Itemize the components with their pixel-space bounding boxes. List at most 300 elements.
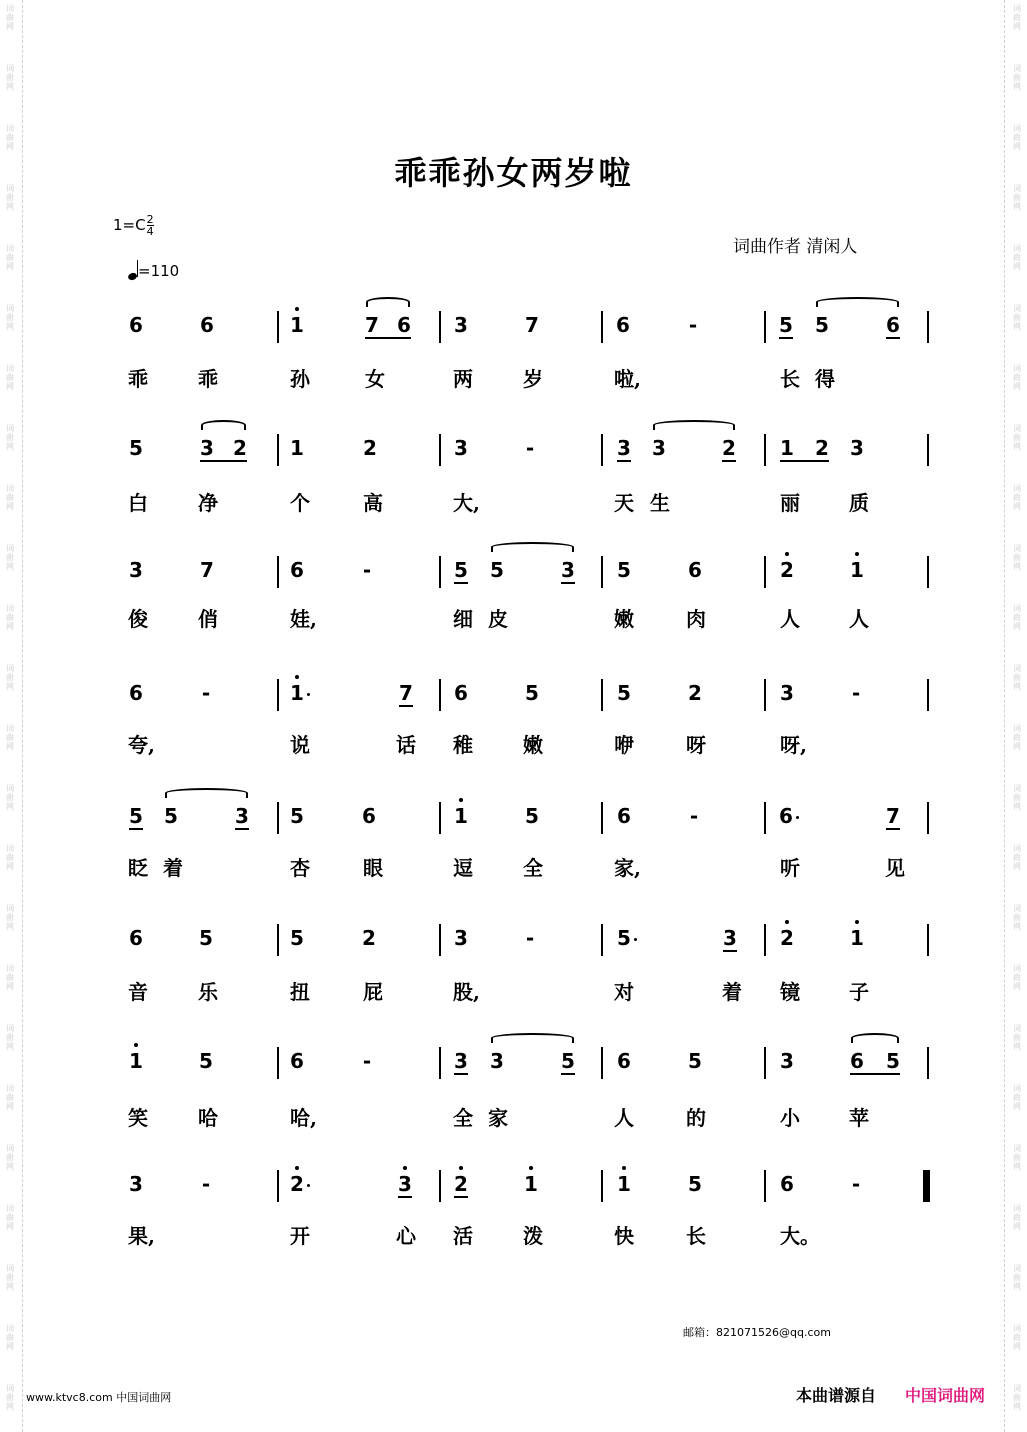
lyric-char: 大。 <box>780 1224 820 1248</box>
barline <box>601 924 603 956</box>
watermark-text: 词 曲 网 <box>1013 1384 1021 1411</box>
watermark-text: 词 曲 网 <box>6 4 14 31</box>
augmentation-dot <box>796 816 799 819</box>
watermark-text: 词 曲 网 <box>6 424 14 451</box>
note: 1 <box>780 436 794 460</box>
lyric-char: 乖 <box>128 367 148 391</box>
barline <box>277 924 279 956</box>
barline <box>927 556 929 588</box>
watermark-text: 词 曲 网 <box>6 964 14 991</box>
email-line: 邮箱：821071526@qq.com <box>683 1326 831 1339</box>
lyric-char: 活 <box>453 1224 473 1248</box>
underline-beam <box>398 1196 412 1198</box>
lyric-char: 娃, <box>290 607 317 631</box>
tie-arc <box>816 297 899 307</box>
barline <box>439 556 441 588</box>
underline-beam <box>722 460 736 462</box>
barline <box>277 802 279 834</box>
right-watermark-strip <box>1004 0 1027 1432</box>
watermark-text: 词 曲 网 <box>6 1084 14 1111</box>
watermark-text: 词 曲 网 <box>1013 124 1021 151</box>
note: 5 <box>525 804 539 828</box>
lyric-char: 咿 <box>614 733 634 757</box>
barline <box>601 311 603 343</box>
note: 2 <box>815 436 829 460</box>
watermark-text: 词 曲 网 <box>1013 784 1021 811</box>
note: 6 <box>362 804 376 828</box>
tie-arc <box>366 297 410 307</box>
barline <box>439 679 441 711</box>
watermark-text: 词 曲 网 <box>1013 1084 1021 1111</box>
watermark-text: 词 曲 网 <box>6 64 14 91</box>
barline <box>764 556 766 588</box>
note: 3 <box>561 558 575 582</box>
key-text: 1=C <box>113 216 146 234</box>
barline <box>927 802 929 834</box>
high-octave-dot <box>855 920 859 924</box>
note: 1 <box>454 804 468 828</box>
watermark-text: 词 曲 网 <box>6 304 14 331</box>
lyric-char: 俏 <box>198 607 218 631</box>
watermark-text: 词 曲 网 <box>1013 424 1021 451</box>
lyric-char: 嫩 <box>523 733 543 757</box>
lyric-char: 质 <box>849 491 869 515</box>
lyric-char: 苹 <box>849 1106 869 1130</box>
lyric-char: 稚 <box>453 733 473 757</box>
note: 3 <box>454 926 468 950</box>
barline <box>277 556 279 588</box>
barline <box>277 311 279 343</box>
watermark-text: 词 曲 网 <box>6 784 14 811</box>
underline-beam <box>617 460 631 462</box>
note: 6 <box>850 1049 864 1073</box>
note: 2 <box>780 558 794 582</box>
barline <box>601 802 603 834</box>
note: - <box>851 681 861 705</box>
barline <box>439 1170 441 1202</box>
note: 3 <box>723 926 737 950</box>
note: 5 <box>688 1172 702 1196</box>
lyric-char: 眼 <box>363 856 383 880</box>
lyric-char: 着 <box>722 980 742 1004</box>
note: 5 <box>199 926 213 950</box>
barline <box>601 1170 603 1202</box>
song-title: 乖乖孙女两岁啦 <box>394 154 633 192</box>
watermark-text: 词 曲 网 <box>6 244 14 271</box>
barline <box>439 311 441 343</box>
note: 5 <box>525 681 539 705</box>
lyric-char: 全 <box>453 1106 473 1130</box>
note: 1 <box>850 558 864 582</box>
underline-beam <box>235 828 249 830</box>
note: 1 <box>290 436 304 460</box>
lyric-char: 生 <box>650 491 670 515</box>
note: 7 <box>365 313 379 337</box>
high-octave-dot <box>529 1166 533 1170</box>
time-signature-denominator: 4 <box>146 225 154 238</box>
underline-beam <box>454 582 468 584</box>
note: 3 <box>454 1049 468 1073</box>
watermark-text: 词 曲 网 <box>6 124 14 151</box>
watermark-text: 词 曲 网 <box>6 904 14 931</box>
watermark-text: 词 曲 网 <box>1013 1024 1021 1051</box>
note: 5 <box>617 681 631 705</box>
watermark-text: 词 曲 网 <box>1013 844 1021 871</box>
note: 6 <box>616 313 630 337</box>
barline <box>764 679 766 711</box>
tempo-marking <box>128 260 179 280</box>
tie-arc <box>201 420 246 430</box>
note: 5 <box>815 313 829 337</box>
watermark-text: 词 曲 网 <box>1013 544 1021 571</box>
note: 3 <box>454 436 468 460</box>
watermark-text: 词 曲 网 <box>1013 664 1021 691</box>
note: 6 <box>780 1172 794 1196</box>
high-octave-dot <box>785 552 789 556</box>
note: 1 <box>850 926 864 950</box>
barline <box>601 556 603 588</box>
watermark-text: 词 曲 网 <box>1013 724 1021 751</box>
key-signature <box>113 214 154 237</box>
barline <box>277 434 279 466</box>
lyric-char: 肉 <box>686 607 706 631</box>
note: - <box>525 436 535 460</box>
note: 2 <box>780 926 794 950</box>
watermark-text: 词 曲 网 <box>1013 4 1021 31</box>
lyric-char: 杏 <box>290 856 310 880</box>
underline-beam <box>365 337 411 339</box>
note: 5 <box>886 1049 900 1073</box>
underline-beam <box>200 460 247 462</box>
note: 3 <box>129 558 143 582</box>
note: 6 <box>129 313 143 337</box>
lyric-char: 女 <box>365 367 385 391</box>
lyric-char: 见 <box>885 856 905 880</box>
lyric-char: 哈 <box>198 1106 218 1130</box>
barline <box>439 924 441 956</box>
barline <box>927 311 929 343</box>
note: 2 <box>363 436 377 460</box>
note: 3 <box>850 436 864 460</box>
lyric-char: 笑 <box>128 1106 148 1130</box>
tie-arc <box>851 1033 899 1043</box>
watermark-text: 词 曲 网 <box>6 664 14 691</box>
barline <box>927 924 929 956</box>
note: 5 <box>779 313 793 337</box>
lyric-char: 丽 <box>780 491 800 515</box>
note: 5 <box>617 926 631 950</box>
high-octave-dot <box>785 920 789 924</box>
note: 7 <box>525 313 539 337</box>
underline-beam <box>723 950 737 952</box>
lyric-char: 家 <box>488 1106 508 1130</box>
barline <box>601 434 603 466</box>
lyric-char: 个 <box>290 491 310 515</box>
lyric-char: 夸, <box>128 733 155 757</box>
lyric-char: 果, <box>128 1224 155 1248</box>
barline <box>764 1170 766 1202</box>
watermark-text: 词 曲 网 <box>6 1144 14 1171</box>
barline <box>764 1047 766 1079</box>
note: 3 <box>200 436 214 460</box>
note: 5 <box>199 1049 213 1073</box>
lyric-char: 的 <box>686 1106 706 1130</box>
watermark-text: 词 曲 网 <box>6 544 14 571</box>
augmentation-dot <box>634 938 637 941</box>
lyric-char: 孙 <box>290 367 310 391</box>
high-octave-dot <box>622 1166 626 1170</box>
watermark-text: 词 曲 网 <box>1013 484 1021 511</box>
note: 5 <box>490 558 504 582</box>
note: 6 <box>290 558 304 582</box>
lyric-char: 长 <box>780 367 800 391</box>
note: 6 <box>779 804 793 828</box>
note: 1 <box>129 1049 143 1073</box>
lyric-char: 人 <box>614 1106 634 1130</box>
note: 3 <box>398 1172 412 1196</box>
note: 6 <box>129 926 143 950</box>
high-octave-dot <box>295 1166 299 1170</box>
lyric-char: 俊 <box>128 607 148 631</box>
note: 1 <box>617 1172 631 1196</box>
note: - <box>201 681 211 705</box>
watermark-text: 词 曲 网 <box>6 364 14 391</box>
barline <box>439 434 441 466</box>
underline-beam <box>454 1073 468 1075</box>
lyric-char: 子 <box>849 980 869 1004</box>
barline <box>764 311 766 343</box>
note: 5 <box>688 1049 702 1073</box>
note: 5 <box>290 804 304 828</box>
high-octave-dot <box>295 675 299 679</box>
lyric-char: 对 <box>614 980 634 1004</box>
underline-beam <box>561 582 575 584</box>
note: 6 <box>617 1049 631 1073</box>
lyric-char: 扭 <box>290 980 310 1004</box>
barline <box>927 679 929 711</box>
barline <box>277 1047 279 1079</box>
time-signature <box>147 214 154 237</box>
source-brand: 中国词曲网 <box>905 1386 986 1405</box>
watermark-text: 词 曲 网 <box>1013 244 1021 271</box>
note: 6 <box>397 313 411 337</box>
note: - <box>525 926 535 950</box>
source-label: 本曲谱源自 <box>796 1386 877 1405</box>
tie-arc <box>491 542 574 552</box>
barline <box>601 1047 603 1079</box>
watermark-text: 词 曲 网 <box>6 1384 14 1411</box>
note: - <box>362 558 372 582</box>
note: 3 <box>780 681 794 705</box>
high-octave-dot <box>403 1166 407 1170</box>
lyric-char: 啦, <box>614 367 641 391</box>
note: - <box>201 1172 211 1196</box>
underline-beam <box>454 1196 468 1198</box>
watermark-text: 词 曲 网 <box>1013 1264 1021 1291</box>
underline-beam <box>561 1073 575 1075</box>
watermark-text: 词 曲 网 <box>1013 1144 1021 1171</box>
note: 6 <box>886 313 900 337</box>
note: 5 <box>129 436 143 460</box>
quarter-note-icon <box>128 260 138 280</box>
high-octave-dot <box>134 1043 138 1047</box>
note: 3 <box>490 1049 504 1073</box>
site-url: www.ktvc8.com 中国词曲网 <box>26 1391 172 1404</box>
watermark-text: 词 曲 网 <box>6 1264 14 1291</box>
note: 6 <box>290 1049 304 1073</box>
lyric-char: 呀 <box>686 733 706 757</box>
tie-arc <box>491 1033 574 1043</box>
note: - <box>689 804 699 828</box>
barline <box>764 434 766 466</box>
lyric-char: 全 <box>523 856 543 880</box>
watermark-text: 词 曲 网 <box>6 184 14 211</box>
tie-arc <box>653 420 735 430</box>
lyric-char: 屁 <box>363 980 383 1004</box>
barline <box>764 924 766 956</box>
watermark-text: 词 曲 网 <box>1013 364 1021 391</box>
watermark-text: 词 曲 网 <box>6 724 14 751</box>
lyric-char: 大, <box>453 491 480 515</box>
barline <box>277 679 279 711</box>
note: 5 <box>454 558 468 582</box>
lyric-char: 着 <box>163 856 183 880</box>
note: 2 <box>454 1172 468 1196</box>
lyric-char: 哈, <box>290 1106 317 1130</box>
lyric-char: 人 <box>849 607 869 631</box>
tie-arc <box>165 788 248 798</box>
watermark-text: 词 曲 网 <box>6 1324 14 1351</box>
time-signature-numerator: 2 <box>146 213 154 226</box>
watermark-text: 词 曲 网 <box>1013 604 1021 631</box>
lyric-char: 开 <box>290 1224 310 1248</box>
note: 5 <box>561 1049 575 1073</box>
note: 1 <box>524 1172 538 1196</box>
underline-beam <box>780 460 829 462</box>
watermark-text: 词 曲 网 <box>6 1024 14 1051</box>
lyric-char: 岁 <box>523 367 543 391</box>
note: 5 <box>129 804 143 828</box>
high-octave-dot <box>459 1166 463 1170</box>
note: 2 <box>233 436 247 460</box>
lyric-char: 股, <box>453 980 480 1004</box>
note: 3 <box>780 1049 794 1073</box>
note: 2 <box>290 1172 304 1196</box>
high-octave-dot <box>295 307 299 311</box>
note: 3 <box>235 804 249 828</box>
note: 1 <box>290 681 304 705</box>
lyric-char: 听 <box>780 856 800 880</box>
note: 2 <box>688 681 702 705</box>
lyric-char: 长 <box>686 1224 706 1248</box>
note: 6 <box>200 313 214 337</box>
barline <box>439 1047 441 1079</box>
note: 7 <box>200 558 214 582</box>
lyric-char: 得 <box>815 367 835 391</box>
watermark-text: 词 曲 网 <box>1013 1204 1021 1231</box>
lyric-char: 乖 <box>198 367 218 391</box>
watermark-text: 词 曲 网 <box>1013 1324 1021 1351</box>
lyric-char: 皮 <box>488 607 508 631</box>
author-credit: 词曲作者 清闲人 <box>733 237 858 257</box>
lyric-char: 说 <box>290 733 310 757</box>
lyric-char: 乐 <box>198 980 218 1004</box>
note: 3 <box>129 1172 143 1196</box>
high-octave-dot <box>459 798 463 802</box>
watermark-text: 词 曲 网 <box>1013 64 1021 91</box>
underline-beam <box>779 337 793 339</box>
augmentation-dot <box>307 1184 310 1187</box>
lyric-char: 音 <box>128 980 148 1004</box>
tempo-value: =110 <box>138 262 180 280</box>
note: 6 <box>129 681 143 705</box>
watermark-text: 词 曲 网 <box>6 1204 14 1231</box>
underline-beam <box>129 828 143 830</box>
lyric-char: 泼 <box>523 1224 543 1248</box>
watermark-text: 词 曲 网 <box>6 484 14 511</box>
watermark-text: 词 曲 网 <box>1013 184 1021 211</box>
watermark-text: 词 曲 网 <box>1013 904 1021 931</box>
lyric-char: 小 <box>780 1106 800 1130</box>
lyric-char: 两 <box>453 367 473 391</box>
final-barline <box>923 1170 930 1202</box>
watermark-text: 词 曲 网 <box>6 604 14 631</box>
note: - <box>362 1049 372 1073</box>
note: 5 <box>617 558 631 582</box>
note: 2 <box>722 436 736 460</box>
lyric-char: 逗 <box>453 856 473 880</box>
barline <box>439 802 441 834</box>
note: - <box>688 313 698 337</box>
underline-beam <box>886 828 900 830</box>
note: 7 <box>399 681 413 705</box>
lyric-char: 净 <box>198 491 218 515</box>
lyric-char: 天 <box>614 491 634 515</box>
lyric-char: 白 <box>128 491 148 515</box>
note: 3 <box>617 436 631 460</box>
note: - <box>851 1172 861 1196</box>
note: 5 <box>164 804 178 828</box>
lyric-char: 细 <box>453 607 473 631</box>
note: 3 <box>454 313 468 337</box>
lyric-char: 话 <box>396 733 416 757</box>
note: 6 <box>688 558 702 582</box>
note: 7 <box>886 804 900 828</box>
note: 1 <box>290 313 304 337</box>
barline <box>927 1047 929 1079</box>
watermark-text: 词 曲 网 <box>1013 964 1021 991</box>
lyric-char: 快 <box>614 1224 634 1248</box>
lyric-char: 高 <box>363 491 383 515</box>
note: 2 <box>362 926 376 950</box>
note: 6 <box>454 681 468 705</box>
lyric-char: 嫩 <box>614 607 634 631</box>
lyric-char: 人 <box>780 607 800 631</box>
lyric-char: 心 <box>396 1224 416 1248</box>
lyric-char: 镜 <box>780 980 800 1004</box>
barline <box>601 679 603 711</box>
lyric-char: 眨 <box>128 856 148 880</box>
barline <box>764 802 766 834</box>
watermark-text: 词 曲 网 <box>1013 304 1021 331</box>
barline <box>277 1170 279 1202</box>
lyric-char: 家, <box>614 856 641 880</box>
augmentation-dot <box>307 693 310 696</box>
note: 6 <box>617 804 631 828</box>
lyric-char: 呀, <box>780 733 807 757</box>
high-octave-dot <box>855 552 859 556</box>
left-watermark-strip <box>0 0 23 1432</box>
